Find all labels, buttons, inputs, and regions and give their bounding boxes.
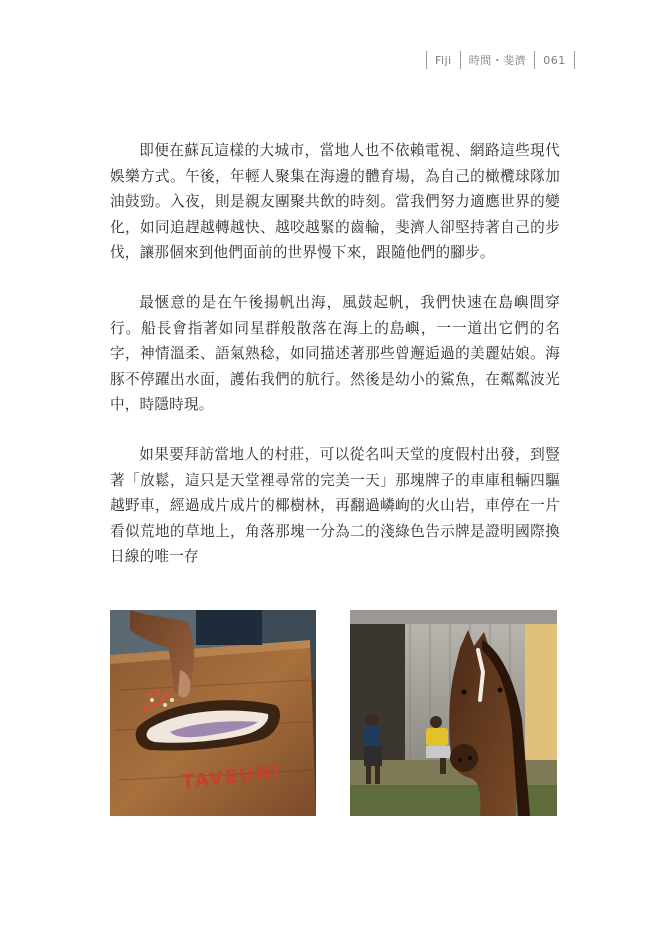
- header-divider: [460, 51, 461, 69]
- paragraph: 最愜意的是在午後揚帆出海，風鼓起帆，我們快速在島嶼間穿行。船長會指著如同星群般散落在海上的島嶼，一一道出它們的名字，神情溫柔、語氣熟稔，如同描述著那些曾邂逅過的美麗姑娘。海豚不停躍出水面，護佑我們的航行。然後是幼小的鯊魚，在粼粼波光中，時隱時現。: [110, 293, 560, 414]
- sign-carved-text: TAVEUNI: [180, 761, 283, 793]
- body-text: [110, 138, 560, 594]
- header-section: 時間・斐濟: [468, 54, 527, 67]
- header-divider: [426, 51, 427, 69]
- paragraph: 如果要拜訪當地人的村莊，可以從名叫天堂的度假村出發，到豎著「放鬆，這只是天堂裡尋常的完美一天」那塊牌子的車庫租輛四驅越野車，經過成片成片的椰樹林，再翻過嶙峋的火山岩，車停在一片看似荒地的草地上，角落那塊一分為二的淺綠色告示牌是證明國際換日線的唯一存: [110, 445, 560, 566]
- header-chapter: Fiji: [435, 53, 452, 67]
- header-divider: [574, 51, 575, 69]
- page-number: 061: [543, 53, 566, 67]
- photo-horse-village: [350, 610, 557, 816]
- running-header: [418, 50, 583, 70]
- photo-taveuni-sign: [110, 610, 316, 816]
- paragraph: 即便在蘇瓦這樣的大城市，當地人也不依賴電視、網路這些現代娛樂方式。午後，年輕人聚集在海邊的體育場，為自己的橄欖球隊加油鼓勁。入夜，則是親友團聚共飲的時刻。當我們努力適應世界的變化，如同追趕越轉越快、越咬越緊的齒輪，斐濟人卻堅持著自己的步伐，讓那個來到他們面前的世界慢下來，跟隨他們的腳步。: [110, 142, 560, 262]
- header-divider: [534, 51, 535, 69]
